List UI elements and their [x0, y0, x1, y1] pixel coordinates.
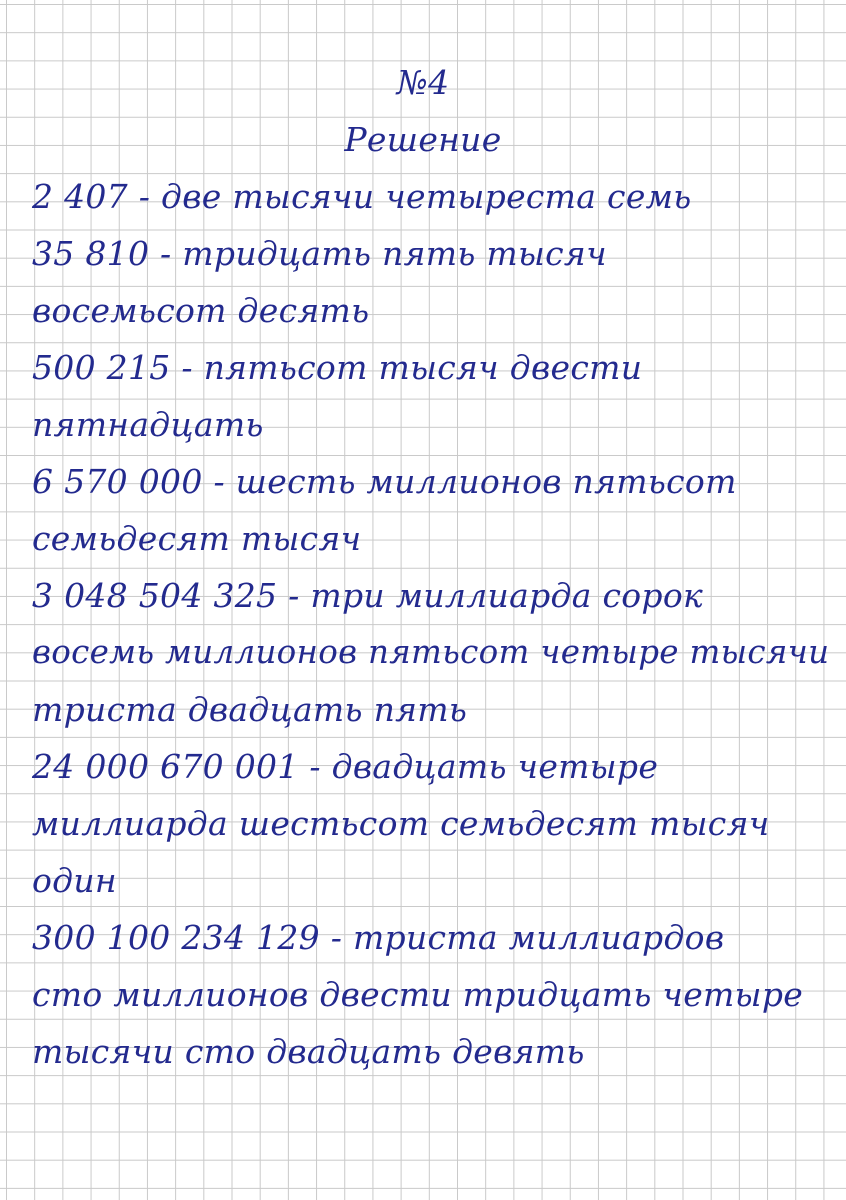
solution-line: восемьсот десять	[32, 291, 370, 330]
solution-line: 35 810 - тридцать пять тысяч	[32, 234, 607, 273]
solution-line: 2 407 - две тысячи четыреста семь	[32, 177, 692, 216]
solution-line: 6 570 000 - шесть миллионов пятьсот	[32, 462, 737, 501]
solution-line: миллиарда шестьсот семьдесят тысяч	[32, 804, 770, 843]
solution-line: 300 100 234 129 - триста миллиардов	[32, 918, 725, 957]
task-number: №4	[396, 63, 450, 102]
solution-line: пятнадцать	[32, 405, 264, 444]
solution-line: тысячи сто двадцать девять	[32, 1032, 585, 1071]
solution-line: семьдесят тысяч	[32, 519, 362, 558]
solution-line: один	[32, 861, 117, 900]
solution-line: 24 000 670 001 - двадцать четыре	[32, 747, 659, 786]
solution-heading: Решение	[344, 120, 502, 159]
solution-line: сто миллионов двести тридцать четыре	[32, 975, 804, 1014]
solution-line: триста двадцать пять	[32, 690, 468, 729]
solution-line: 500 215 - пятьсот тысяч двести	[32, 348, 643, 387]
solution-line: восемь миллионов пятьсот четыре тысячи	[32, 633, 830, 671]
solution-line: 3 048 504 325 - три миллиарда сорок	[32, 576, 704, 615]
